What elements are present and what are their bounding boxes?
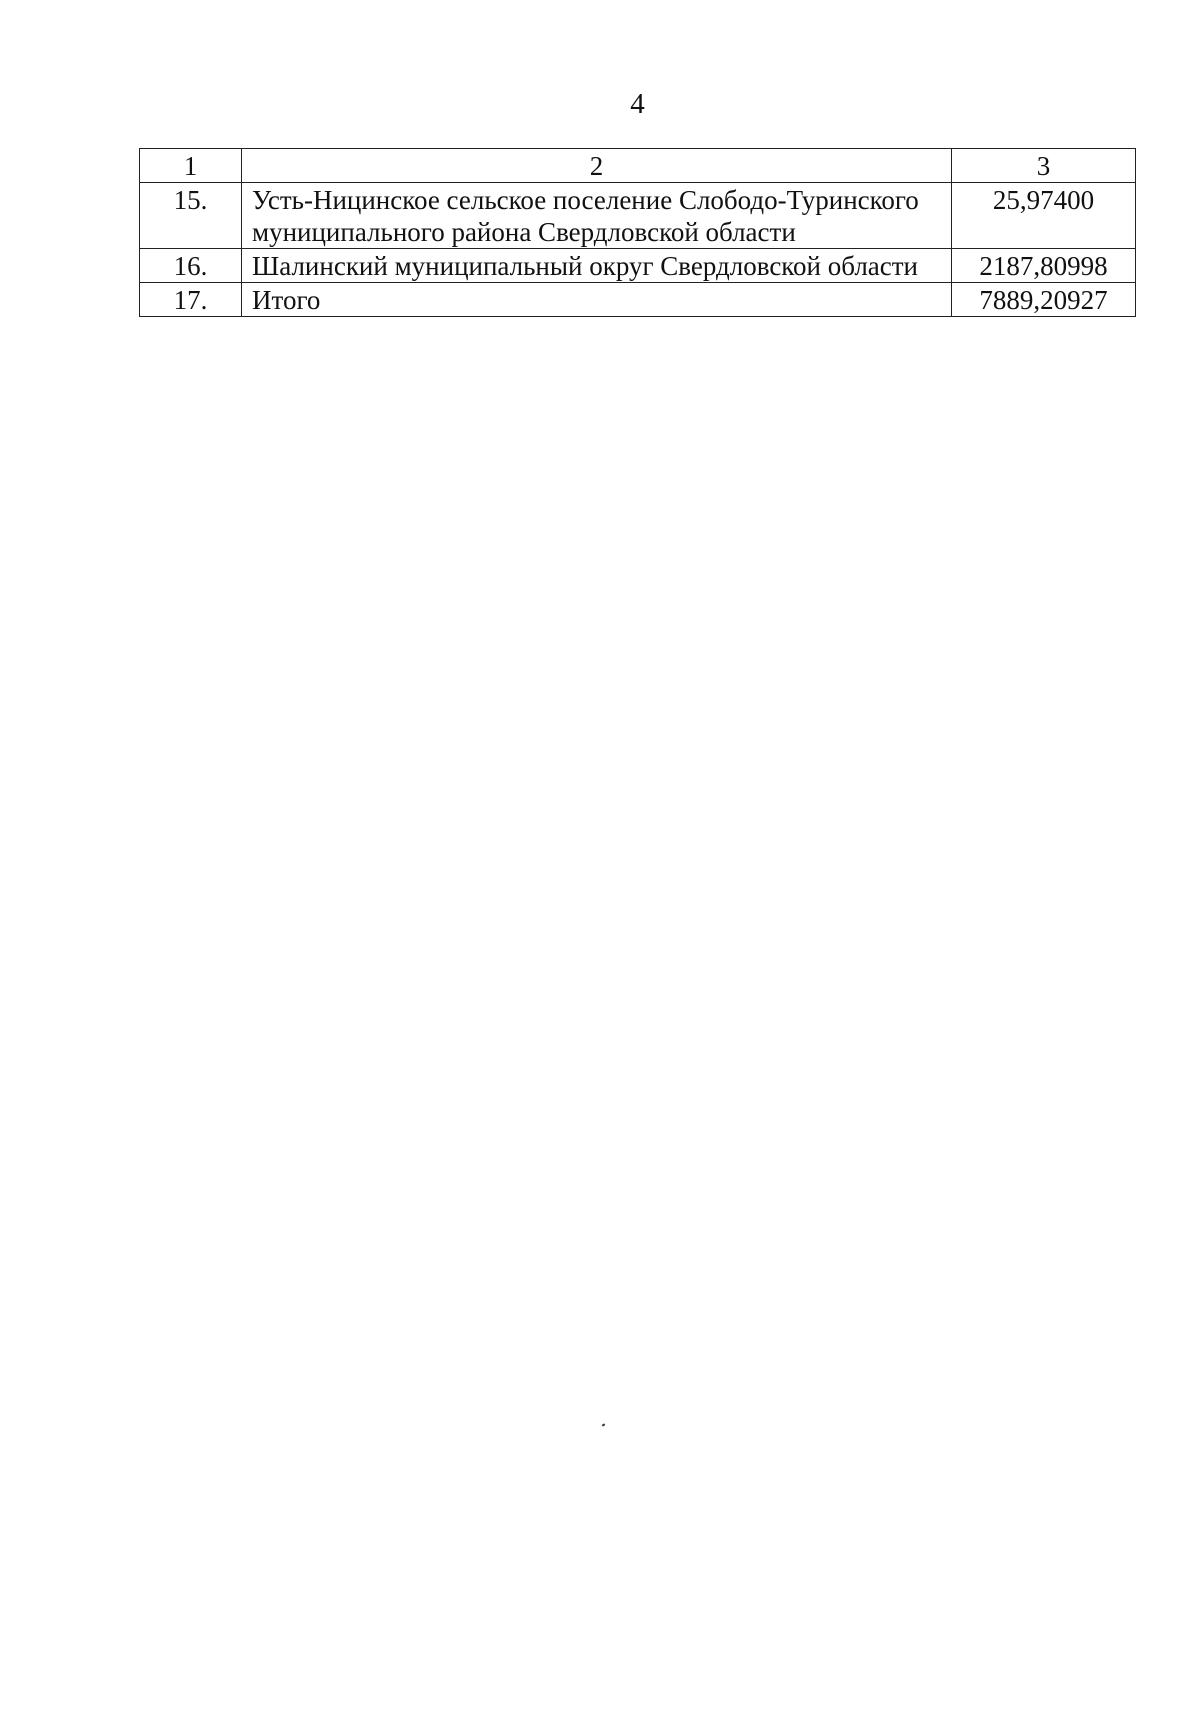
row-value: 25,97400 [952,183,1136,249]
table-row [140,249,1136,283]
row-value: 7889,20927 [952,283,1136,317]
page-number: 4 [630,88,645,120]
row-name: Итого [242,283,952,317]
row-name: Усть-Ницинское сельское поселение Слободо-Туринского муниципального района Свердловской области [242,183,952,249]
column-header-3: 3 [952,149,1136,183]
table-row [140,183,1136,249]
table-row-total [140,283,1136,317]
table-header-row [140,149,1136,183]
row-name: Шалинский муниципальный округ Свердловской области [242,249,952,283]
column-header-2: 2 [242,149,952,183]
row-value: 2187,80998 [952,249,1136,283]
row-number: 15. [140,183,242,249]
column-header-1: 1 [140,149,242,183]
row-number: 16. [140,249,242,283]
data-table [139,148,1136,317]
row-number: 17. [140,283,242,317]
scan-speck [602,1423,606,1426]
